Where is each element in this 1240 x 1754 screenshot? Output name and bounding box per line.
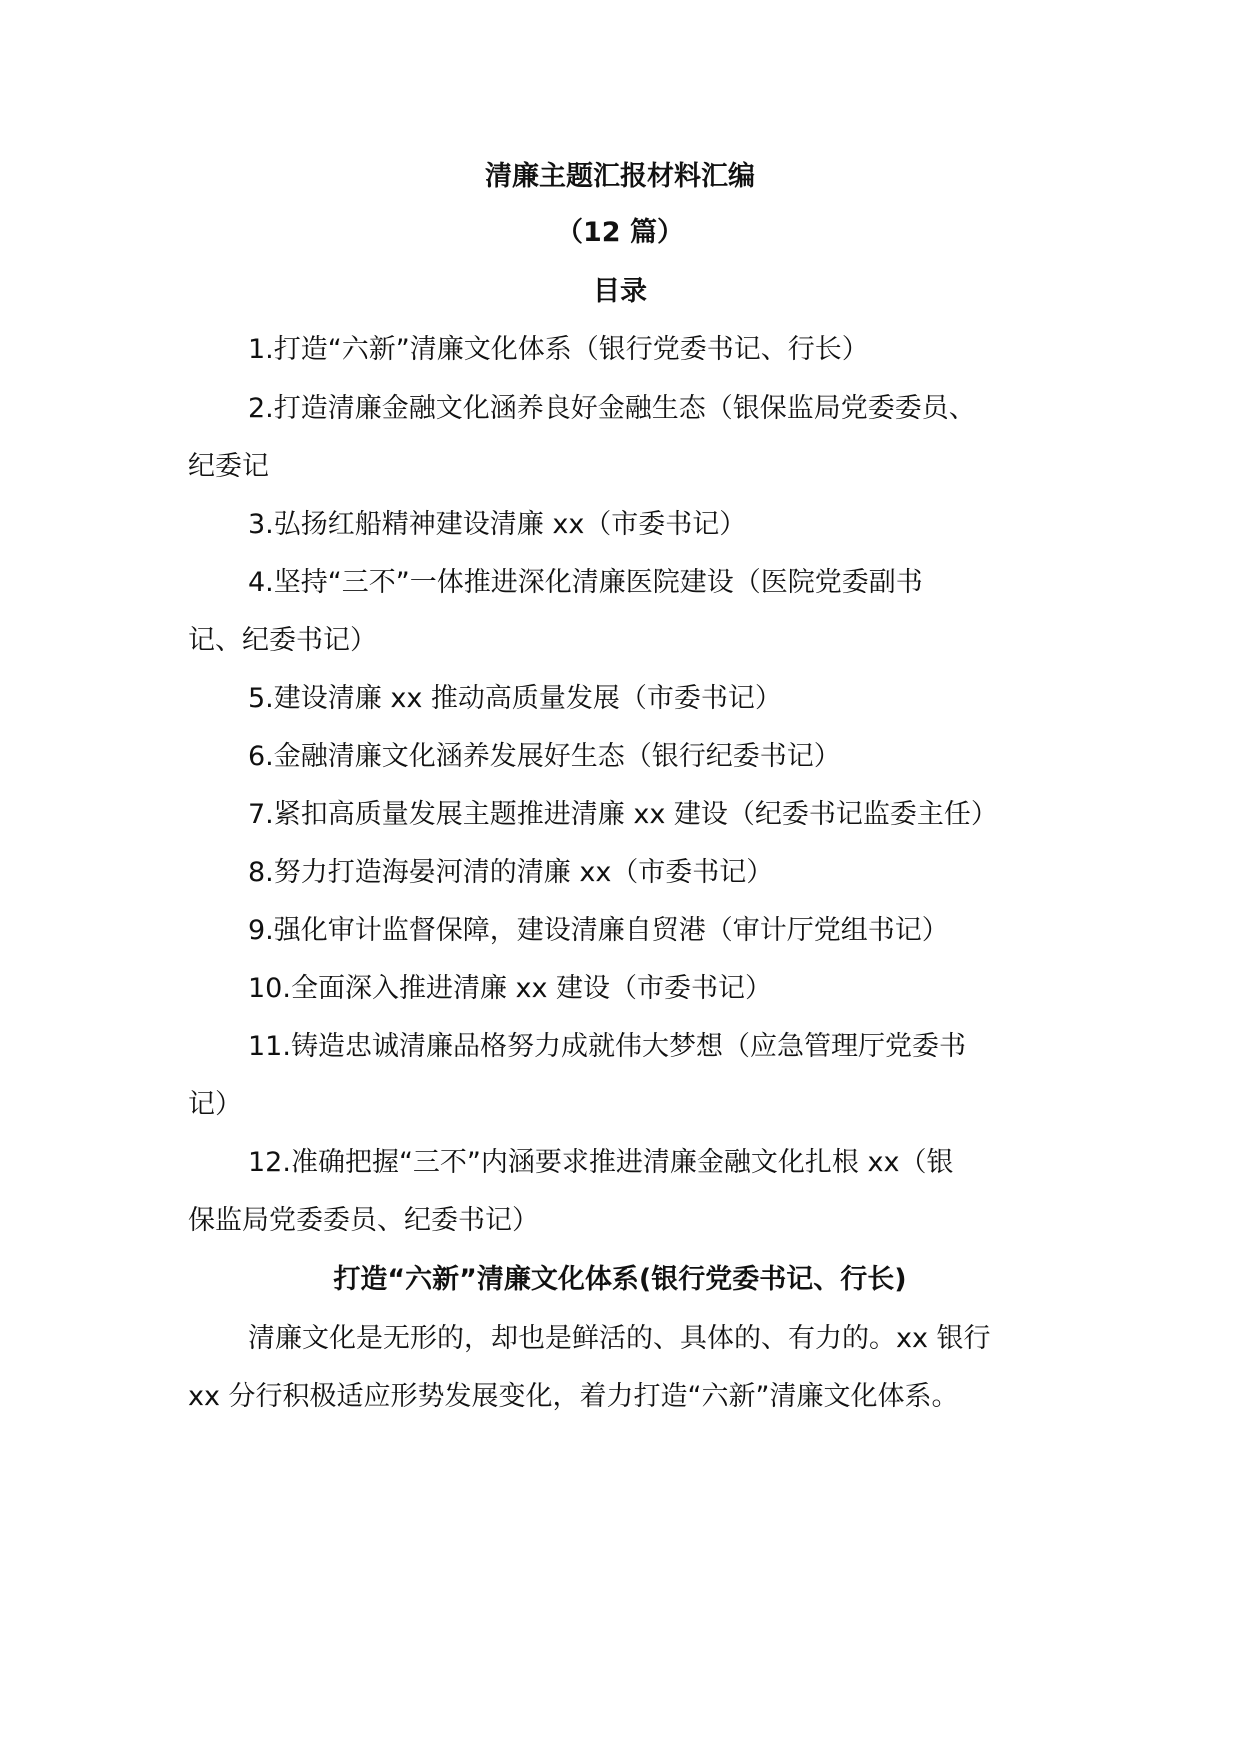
toc-item-6: 6.金融清廉文化涵养发展好生态（银行纪委书记） [248, 741, 841, 772]
toc-item-9: 9.强化审计监督保障，建设清廉自贸港（审计厅党组书记） [248, 915, 949, 946]
toc-item-10: 10.全面深入推进清廉 xx 建设（市委书记） [248, 973, 773, 1004]
toc-heading: 目录 [593, 276, 647, 307]
toc-item-7: 7.紧扣高质量发展主题推进清廉 xx 建设（纪委书记监委主任） [248, 799, 998, 830]
document-count: （12 篇） [556, 217, 684, 248]
toc-item-12: 12.准确把握“三不”内涵要求推进清廉金融文化扎根 xx（银 [248, 1147, 954, 1178]
toc-item-1: 1.打造“六新”清廉文化体系（银行党委书记、行长） [248, 334, 869, 365]
toc-item-12-continued: 保监局党委委员、纪委书记） [188, 1205, 539, 1236]
body-paragraph-line-1: 清廉文化是无形的，却也是鲜活的、具体的、有力的。xx 银行 [248, 1323, 991, 1354]
toc-item-4-continued: 记、纪委书记） [188, 625, 377, 656]
toc-item-3: 3.弘扬红船精神建设清廉 xx（市委书记） [248, 509, 747, 540]
document-title: 清廉主题汇报材料汇编 [485, 161, 755, 192]
toc-item-2: 2.打造清廉金融文化涵养良好金融生态（银保监局党委委员、 [248, 393, 976, 424]
toc-item-2-continued: 纪委记 [188, 451, 269, 482]
toc-item-11: 11.铸造忠诚清廉品格努力成就伟大梦想（应急管理厅党委书 [248, 1031, 966, 1062]
body-paragraph-line-2: xx 分行积极适应形势发展变化，着力打造“六新”清廉文化体系。 [188, 1381, 959, 1412]
toc-item-8: 8.努力打造海晏河清的清廉 xx（市委书记） [248, 857, 774, 888]
toc-item-4: 4.坚持“三不”一体推进深化清廉医院建设（医院党委副书 [248, 567, 923, 598]
toc-item-5: 5.建设清廉 xx 推动高质量发展（市委书记） [248, 683, 782, 714]
section-title: 打造“六新”清廉文化体系(银行党委书记、行长) [333, 1264, 907, 1295]
toc-item-11-continued: 记） [188, 1089, 242, 1120]
